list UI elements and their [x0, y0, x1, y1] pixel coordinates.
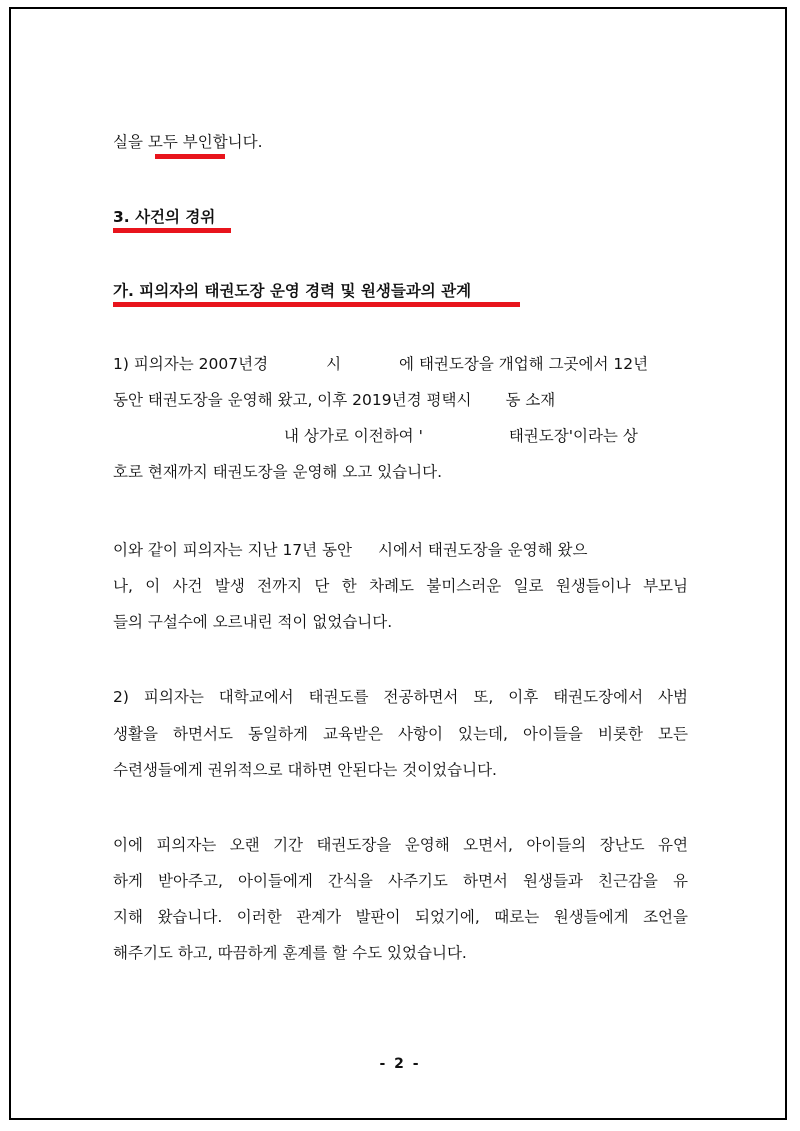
paragraph-1-line-2	[113, 390, 555, 410]
section-heading: 3. 사건의 경위	[113, 208, 216, 226]
paragraph-4-line-4: 해주기도 하고, 따끔하게 훈계를 할 수도 있었습니다.	[113, 944, 467, 962]
paragraph-1-line-4: 호로 현재까지 태권도장을 운영해 오고 있습니다.	[113, 463, 443, 481]
text-segment: 에 태권도장을 개업해 그곳에서 12년	[399, 355, 649, 373]
paragraph-3-line-1: 2) 피의자는 대학교에서 태권도를 전공하면서 또, 이후 태권도장에서 사범	[113, 688, 688, 706]
intro-line: 실을 모두 부인합니다.	[113, 133, 263, 151]
paragraph-4-line-1: 이에 피의자는 오랜 기간 태권도장을 운영해 오면서, 아이들의 장난도 유연	[113, 836, 688, 854]
highlight-underline	[155, 154, 225, 159]
paragraph-1-line-3	[284, 426, 638, 446]
paragraph-4-line-3: 지해 왔습니다. 이러한 관계가 발판이 되었기에, 때로는 원생들에게 조언을	[113, 908, 688, 926]
highlight-underline	[113, 228, 231, 233]
text-segment: 1) 피의자는 2007년경	[113, 355, 269, 373]
text-segment: 동안 태권도장을 운영해 왔고, 이후 2019년경 평택시	[113, 391, 472, 409]
page-number: - 2 -	[379, 1056, 421, 1072]
text-segment: 시	[326, 355, 342, 373]
paragraph-2-line-1	[113, 540, 587, 560]
paragraph-2-line-3: 들의 구설수에 오르내린 적이 없었습니다.	[113, 613, 393, 631]
paragraph-3-line-2: 생활을 하면서도 동일하게 교육받은 사항이 있는데, 아이들을 비롯한 모든	[113, 725, 688, 743]
sub-heading: 가. 피의자의 태권도장 운영 경력 및 원생들과의 관계	[113, 282, 472, 300]
text-segment: 시에서 태권도장을 운영해 왔으	[378, 541, 588, 559]
text-segment: 이와 같이 피의자는 지난 17년 동안	[113, 541, 353, 559]
paragraph-2-line-2: 나, 이 사건 발생 전까지 단 한 차례도 불미스러운 일로 원생들이나 부모님	[113, 577, 688, 595]
text-segment: 동 소재	[505, 391, 556, 409]
paragraph-4-line-2: 하게 받아주고, 아이들에게 간식을 사주기도 하면서 원생들과 친근감을 유	[113, 872, 688, 890]
highlight-underline	[113, 302, 520, 307]
text-segment: 태권도장'이라는 상	[508, 427, 638, 445]
paragraph-1-line-1	[113, 354, 688, 374]
paragraph-3-line-3: 수련생들에게 권위적으로 대하면 안된다는 것이었습니다.	[113, 761, 497, 779]
text-segment: 내 상가로 이전하여 '	[284, 427, 423, 445]
